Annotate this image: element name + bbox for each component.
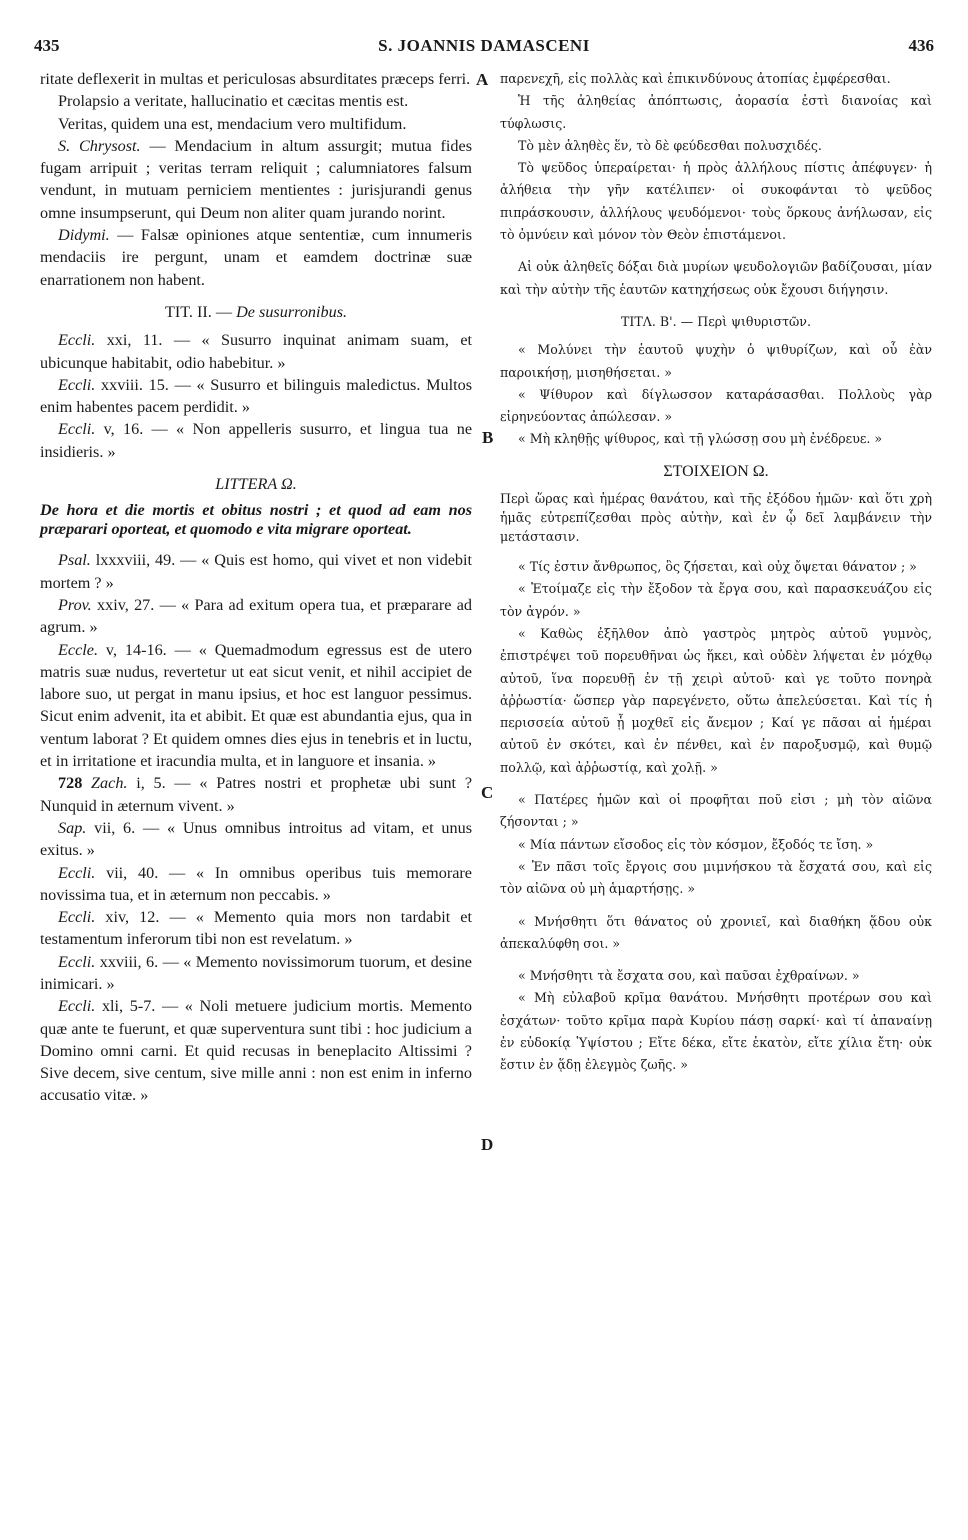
latin-paragraph — [40, 817, 472, 862]
latin-paragraph: ritate deflexerit in multas et periculosas absurditates præceps ferri. — [40, 70, 471, 88]
source-ref: Eccli. — [58, 952, 96, 971]
source-ref: Eccli. — [58, 331, 96, 350]
latin-paragraph — [40, 995, 472, 1106]
margin-letter-b: B — [482, 428, 494, 447]
quote-text: v, 14-16. — « Quemadmodum egressus est de utero matris suæ nudus, revertetur ut eat sicut venit, et nihil accipiet de labore suo, ut pergat in manu ipsius, et hoc est languor pessimus. Sicut enim advenit, ita et abibit. Et quæ est abundantia ejus, qua in ventum laborat ? Et quidem omnes dies ejus in tenebris et in luctu, et in irritatione et iracundia multa, et in languore et insania. » — [40, 640, 472, 771]
source-ref: Eccli. — [58, 908, 96, 927]
greek-paragraph: Τὸ ψεῦδος ὑπεραίρεται· ἡ πρὸς ἀλλήλους πίστις ἀπέφυγεν· ἡ ἀλήθεια τὴν γῆν κατέλιπεν· οἱ συκοφάνται τὸ ψεῦδος πιπράσκουσιν, ἀλλήλους ψευδόμενοι· τοὺς ὅρκους ἀνήλωσαν, εἰς τὸ ὀμνύειν καὶ μόνον τὸν Θεὸν ἐπιστάμενοι. — [500, 160, 932, 243]
page-header — [34, 36, 934, 60]
source-ref: Eccli. — [58, 420, 96, 439]
quote-text: xxviii, 6. — « Memento novissimorum tuorum, et desine inimicari. » — [40, 952, 472, 993]
greek-paragraph: « Καθὼς ἐξῆλθον ἀπὸ γαστρὸς μητρὸς αὐτοῦ γυμνὸς, ἐπιστρέψει τοῦ πορευθῆναι ὡς ἥκει, καὶ οὐδὲν λήψεται ἐν μόχθῳ αὐτοῦ, ἵνα πορευθῇ ἐν τῇ χειρὶ αὐτοῦ· καὶ γε τοῦτο πονηρὰ ἀῤῥωστία· ὥσπερ γὰρ παρεγένετο, οὕτω ἀπελεύσεται. Καὶ τίς ἡ περισσεία αὐτοῦ ᾗ μοχθεῖ εἰς ἄνεμον ; Καί γε πᾶσαι αἱ ἡμέραι αὐτοῦ ἐν σκότει, καὶ ἐν πένθει, καὶ ἐν παροξυσμῷ, καὶ θυμῷ πολλῷ, καὶ ἀῤῥωστίᾳ, καὶ χολῇ. » — [500, 625, 932, 775]
greek-paragraph: « Μνήσθητι ὅτι θάνατος οὐ χρονιεῖ, καὶ διαθήκη ᾅδου οὐκ ἀπεκαλύφθη σοι. » — [500, 913, 932, 951]
source-ref: Eccli. — [58, 997, 96, 1016]
source-ref: Eccli. — [58, 375, 96, 394]
greek-paragraph: Αἱ οὐκ ἀληθεῖς δόξαι διὰ μυρίων ψευδολογιῶν βαδίζουσαι, μίαν καὶ τὴν αὐτὴν τῆς ἑαυτῶν κατηχήσεως οὐκ ἔχουσι διήγησιν. — [500, 259, 932, 297]
source-ref: Prov. — [58, 595, 92, 614]
page-number-left: 435 — [34, 36, 60, 55]
quote-text: xiv, 12. — « Memento quia mors non tardabit et testamentum inferorum tibi non est revelatum. » — [40, 908, 472, 949]
latin-paragraph — [40, 772, 472, 817]
column-number: 728 — [58, 774, 83, 793]
quote-text: i, 5. — « Patres nostri et prophetæ ubi sunt ? Nunquid in æternum vivent. » — [40, 774, 472, 815]
latin-column — [40, 68, 472, 1107]
quote-text: xli, 5-7. — « Noli metuere judicium mortis. Memento quæ ante te fuerunt, et quæ superventura sunt tibi : hoc judicium a Domino omni carni. Et quid recusas in beneplacito Altissimi ? Sive decem, sive centum, sive mille anni : non est enim in inferno accusatio vitæ. » — [40, 997, 472, 1105]
latin-paragraph — [40, 951, 472, 996]
greek-paragraph: « Ψίθυρον καὶ δίγλωσσον καταράσασθαι. Πολλοὺς γὰρ εἰρηνεύοντας ἀπώλεσαν. » — [500, 386, 932, 425]
greek-paragraph: παρενεχῆ, εἰς πολλὰς καὶ ἐπικινδύνους ἀτοπίας ἐμφέρεσθαι. — [500, 71, 891, 86]
page-number-right: 436 — [908, 36, 934, 55]
quote-text: — Mendacium in altum assurgit; mutua fides fugam arripuit ; veritas terram reliquit ; calumniatores falsum vendunt, in mutuam perniciem mentientes : jurisjurandi genus omne insumpserunt, qui Deum non aliter quam jurando norint. — [40, 136, 472, 222]
latin-paragraph — [40, 224, 472, 291]
greek-paragraph: « Ἐν πᾶσι τοῖς ἔργοις σου μιμνήσκου τὰ ἔσχατά σου, καὶ εἰς τὸν αἰῶνα οὐ μὴ ἁμαρτήσῃς. » — [500, 858, 932, 897]
source-ref: S. Chrysost. — [58, 136, 141, 155]
source-ref: Eccle. — [58, 640, 98, 659]
quote-text: v, 16. — « Non appelleris susurro, et lingua tua ne insidieris. » — [40, 420, 472, 461]
greek-letter-heading: ΣΤΟΙΧΕΙΟΝ Ω. — [663, 462, 769, 480]
quote-text: vii, 6. — « Unus omnibus introitus ad vitam, et unus exitus. » — [40, 818, 472, 860]
latin-paragraph: Veritas, quidem una est, mendacium vero multifidum. — [58, 114, 407, 133]
quote-text: xxiv, 27. — « Para ad exitum opera tua, et præparare ad agrum. » — [40, 595, 472, 637]
greek-paragraph: « Μία πάντων εἴσοδος εἰς τὸν κόσμον, ἔξοδός τε ἴση. » — [518, 836, 874, 852]
quote-text: xxi, 11. — « Susurro inquinat animam suam, et ubicunque habitabit, odio habebitur. » — [40, 331, 472, 372]
latin-paragraph — [40, 549, 472, 594]
margin-letter-c: C — [481, 783, 494, 802]
greek-paragraph: « Πατέρες ἡμῶν καὶ οἱ προφῆται ποῦ εἰσι ; μὴ τὸν αἰῶνα ζήσονται ; » — [500, 792, 932, 830]
latin-paragraph — [40, 906, 472, 951]
margin-letter-d: D — [481, 1135, 494, 1154]
margin-letter-a: A — [476, 70, 489, 89]
letter-heading: LITTERA Ω. — [215, 475, 297, 494]
greek-paragraph: Ἡ τῆς ἀληθείας ἀπόπτωσις, ἀορασία ἐστὶ διανοίας καὶ τύφλωσις. — [500, 93, 932, 131]
quote-text: lxxxviii, 49. — « Quis est homo, qui vivet et non videbit mortem ? » — [40, 551, 472, 592]
greek-paragraph: « Μολύνει τὴν ἑαυτοῦ ψυχὴν ὁ ψιθυρίζων, καὶ οὗ ἐὰν παροικήσῃ, μισηθήσεται. » — [500, 342, 932, 380]
latin-paragraph — [40, 862, 472, 907]
greek-paragraph: Τὸ μὲν ἀληθὲς ἕν, τὸ δὲ φεύδεσθαι πολυσχιδές. — [518, 137, 822, 153]
source-ref: Didymi. — [58, 226, 110, 245]
section-number: TIT. II. — — [164, 302, 237, 321]
latin-paragraph: Prolapsio a veritate, hallucinatio et cæcitas mentis est. — [58, 92, 409, 111]
quote-text: xxviii. 15. — « Susurro et bilinguis maledictus. Multos enim habentes pacem perdidit. » — [40, 375, 472, 417]
section-name: De susurronibus. — [236, 302, 348, 321]
chapter-subtitle: De hora et die mortis et obitus nostri ; et quod ad eam nos præparari oporteat, et quomodo e vita migrare oporteat. — [40, 501, 472, 539]
section-title — [40, 301, 472, 323]
quote-text: vii, 40. — « In omnibus operibus tuis memorare novissima tua, et in æternum non peccabis. » — [40, 863, 472, 904]
latin-paragraph — [40, 594, 472, 639]
source-ref: Eccli. — [58, 863, 96, 882]
source-ref: Psal. — [58, 551, 91, 570]
latin-paragraph — [40, 329, 472, 374]
source-ref: Sap. — [58, 818, 87, 837]
running-title: S. JOANNIS DAMASCENI — [378, 36, 590, 55]
greek-paragraph: « Ἑτοίμαζε εἰς τὴν ἔξοδον τὰ ἔργα σου, καὶ παρασκευάζου εἰς τὸν ἀγρόν. » — [500, 581, 932, 619]
greek-paragraph: « Μὴ εὐλαβοῦ κρῖμα θανάτου. Μνήσθητι προτέρων σου καὶ ἐσχάτων· τοῦτο κρῖμα παρὰ Κυρίου πάσῃ σαρκί· καὶ τί ἀπαναίνῃ ἐν εὐδοκίᾳ Ὑψίστου ; Εἴτε δέκα, εἴτε ἑκατὸν, εἴτε χίλια ἔτη· οὐκ ἔστιν ἐν ᾅδῃ ἐλεγμὸς ζωῆς. » — [500, 990, 932, 1073]
greek-section-title: ΤΙΤΛ. Β'. — Περὶ ψιθυριστῶν. — [621, 313, 811, 329]
source-ref: Zach. — [82, 774, 128, 793]
latin-paragraph — [40, 418, 472, 463]
greek-column — [500, 68, 932, 1077]
quote-text: — Falsæ opiniones atque sententiæ, cum innumeris mendaciis ire pergunt, unam et eamdem doctrinæ suæ enarrationem non habent. — [40, 226, 472, 289]
latin-paragraph — [40, 639, 472, 773]
greek-chapter-subtitle: Περὶ ὥρας καὶ ἡμέρας θανάτου, καὶ τῆς ἐξόδου ἡμῶν· καὶ ὅτι χρὴ ἡμᾶς εὐτρεπίζεσθαι πρὸς αὐτὴν, καὶ ἐν ᾧ δεῖ λαμβάνειν τὴν μετάστασιν. — [500, 491, 932, 545]
latin-paragraph — [40, 135, 472, 224]
greek-paragraph: « Μνήσθητι τὰ ἔσχατα σου, καὶ παῦσαι ἐχθραίνων. » — [518, 968, 860, 984]
greek-paragraph: « Μὴ κληθῇς ψίθυρος, καὶ τῇ γλώσσῃ σου μὴ ἐνέδρευε. » — [518, 431, 883, 447]
greek-paragraph: « Τίς ἐστιν ἄνθρωπος, ὃς ζήσεται, καὶ οὐχ ὄψεται θάνατον ; » — [518, 559, 917, 575]
latin-paragraph — [40, 374, 472, 419]
